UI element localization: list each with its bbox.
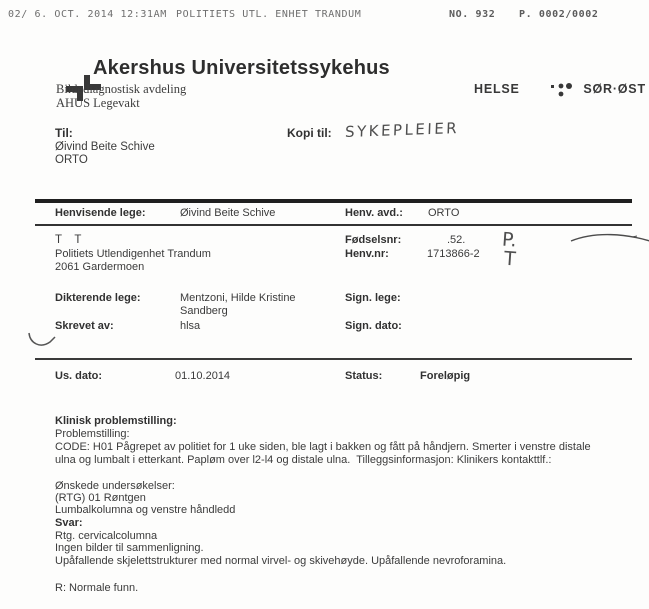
requested-exams-line: Ønskede undersøkelser: (55, 480, 175, 492)
dictating-doctor-line2: Sandberg (180, 305, 228, 317)
sign-doctor-label: Sign. lege: (345, 292, 401, 304)
handwritten-stroke (552, 210, 649, 275)
status-value: Foreløpig (420, 370, 471, 382)
requested-exams-line: Lumbalkolumna og venstre håndledd (55, 504, 236, 516)
referring-department-value: ORTO (428, 207, 460, 219)
problem-line: CODE: H01 Pågrepet av politiet for 1 uke siden, ble lagt i bakken og fått på håndjern. Smerter i venstre distale (55, 441, 591, 453)
referring-doctor-label: Henvisende lege: (55, 207, 146, 219)
handwritten-margin-curve (8, 312, 58, 375)
copy-to-label: Kopi til: (287, 126, 332, 140)
patient-address-line1: Politiets Utlendigenhet Trandum (55, 248, 211, 260)
fax-sender: POLITIETS UTL. ENHET TRANDUM (176, 9, 362, 20)
section-divider-exam (35, 358, 632, 360)
answer-line: Upåfallende skjelettstrukturer med normal virvel- og skivehøyde. Upåfallende nevroforamina. (55, 555, 507, 567)
problem-line: ulna og lumbalt i etterkant. Papløm over l2-l4 og distale ulna. Tilleggsinformasjon: Klinikers kontakttlf.: (55, 454, 552, 466)
dictating-doctor-label: Dikterende lege: (55, 292, 141, 304)
referring-doctor-value: Øivind Beite Schive (180, 207, 276, 219)
exam-date-label: Us. dato: (55, 370, 103, 382)
conclusion-line: R: Normale funn. (55, 582, 139, 594)
helse-dots-icon (524, 79, 580, 99)
copy-to-handwritten-value: SYKEPLEIER (344, 118, 460, 142)
status-label: Status: (345, 370, 383, 382)
answer-heading: Svar: (55, 517, 83, 529)
dictating-doctor-line1: Mentzoni, Hilde Kristine (180, 292, 296, 304)
fax-page-count: P. 0002/0002 (519, 9, 599, 20)
patient-address-line2: 2061 Gardermoen (55, 261, 145, 273)
written-by-label: Skrevet av: (55, 320, 114, 332)
exam-date-value: 01.10.2014 (175, 370, 231, 382)
handwritten-p-mark: P. (501, 228, 518, 252)
hospital-name: Akershus Universitetssykehus (93, 57, 390, 79)
fax-timestamp: 02/ 6. OCT. 2014 12:31AM (8, 9, 167, 20)
section-divider-top (35, 199, 632, 203)
answer-line: Ingen bilder til sammenligning. (55, 542, 204, 554)
clinical-problem-heading: Klinisk problemstilling: (55, 415, 177, 427)
letterhead-department: Bildediagnostisk avdeling (56, 82, 187, 96)
helse-sor-ost-logo (474, 79, 646, 99)
to-name: Øivind Beite Schive (55, 141, 155, 153)
written-by-value: hlsa (180, 320, 201, 332)
patient-name: T T (55, 234, 82, 246)
handwritten-t-mark: T (503, 247, 517, 271)
to-department: ORTO (55, 154, 88, 166)
problem-line: Problemstilling: (55, 428, 130, 440)
helse-logo-text-left: HELSE (474, 82, 520, 96)
answer-line: Rtg. cervicalcolumna (55, 530, 158, 542)
helse-logo-text-right: SØR·ØST (583, 82, 646, 96)
birth-number-value: .52. (447, 234, 466, 246)
fax-number: NO. 932 (449, 9, 496, 20)
sign-date-label: Sign. dato: (345, 320, 402, 332)
letterhead-unit: AHUS Legevakt (56, 96, 140, 110)
birth-number-label: Fødselsnr: (345, 234, 402, 246)
section-divider-referral (35, 224, 632, 226)
referring-department-label: Henv. avd.: (345, 207, 403, 219)
requested-exams-line: (RTG) 01 Røntgen (55, 492, 146, 504)
referral-number-label: Henv.nr: (345, 248, 389, 260)
referral-number-value: 1713866-2 (427, 248, 480, 260)
to-label: Til: (55, 126, 73, 140)
